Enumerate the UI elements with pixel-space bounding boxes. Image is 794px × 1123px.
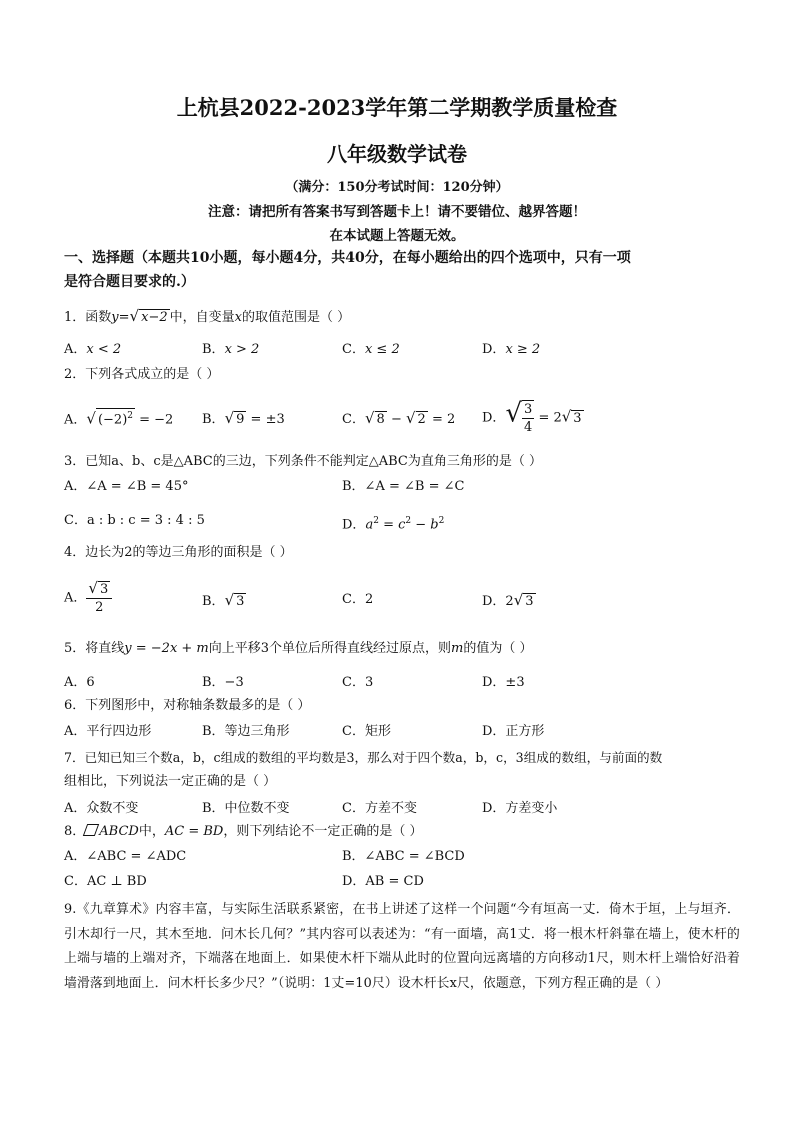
q8-option-a: A．∠ABC = ∠ADC [64,849,187,864]
q2-option-d [482,400,584,436]
q6-option-d: D．正方形 [482,724,545,739]
q5-expr: y = −2x + m [124,641,209,656]
q1-radicand: x−2 [141,310,168,325]
q2-d-radicand: 3 [573,410,582,426]
q3-option-c: C．a : b : c = 3 : 4 : 5 [64,513,205,528]
q1-post2: 的取值范围是（ ） [241,310,351,325]
exam-title: 上杭县2022-2023学年第二学期教学质量检查 [176,95,618,120]
radical-sign-icon: √ [561,407,572,426]
radical-sign-icon: √ [129,307,140,325]
q4-b-radicand: 3 [236,594,245,609]
q1-func-eq: = [118,310,130,325]
q3-option-a: A．∠A = ∠B = 45° [64,479,189,494]
q2-option-c-label: C． [342,412,365,427]
q1-option-b [202,340,259,360]
q8-option-c: C．AC ⊥ BD [64,874,147,889]
exam-subtitle: 八年级数学试卷 [327,142,467,166]
q8-shape: ABCD [99,824,139,839]
q4-option-b-label: B． [202,594,225,609]
q2-c-radicand-1: 8 [376,412,385,427]
q6-option-b: B．等边三角形 [202,724,290,739]
q5-option-b: B．−3 [202,675,244,690]
q7-option-b: B．中位数不变 [202,801,290,816]
q8-option-d: D．AB = CD [342,874,424,889]
q2-a-rhs: = −2 [139,412,174,428]
q1-post: 中，自变量 [169,310,235,325]
q1-option-a-expr: x < 2 [86,342,122,357]
question-2: 2．下列各式成立的是（ ） [64,367,220,382]
q2-a-radicand [96,408,135,427]
q4-a-numerator [86,580,112,599]
q5-post: 向上平移3个单位后所得直线经过原点，则 [208,641,452,656]
q5-option-d: D．±3 [482,675,525,690]
q1-var: x [234,310,242,325]
radical-sign-icon: √ [405,409,416,427]
q4-option-c: C．2 [342,592,374,607]
q2-a-exponent: 2 [127,411,133,421]
q4-a-fraction [86,580,112,616]
q5-option-c: C．3 [342,675,374,690]
q3-d-exp-3: 2 [438,516,445,526]
q3-d-exp-2: 2 [405,516,412,526]
q2-option-c [342,408,455,430]
question-1 [64,304,740,330]
q4-option-d-label: D．2 [482,594,514,609]
radical-sign-icon: √ [224,409,235,427]
radical-sign-icon: √ [505,398,523,429]
section-heading-line-2: 是符合题目要求的.） [64,274,195,290]
q2-c-rhs: = 2 [431,412,456,427]
question-4: 4．边长为2的等边三角形的面积是（ ） [64,545,293,560]
q6-option-c: C．矩形 [342,724,391,739]
q2-option-b [202,408,285,430]
q4-a-denominator: 2 [95,600,104,615]
q5-var: m [451,641,464,656]
radical-sign-icon: √ [88,579,98,597]
q7-option-a: A．众数不变 [64,801,139,816]
radical-sign-icon: √ [224,591,235,609]
notice-line-1: 注意：请把所有答案书写到答题卡上！请不要错位、越界答题！ [208,204,586,220]
q2-option-a-label: A． [64,412,87,428]
q3-option-b: B．∠A = ∠B = ∠C [342,479,465,494]
q2-c-radicand-2: 2 [417,412,426,427]
q8-prefix: 8． [64,824,86,839]
q4-option-a-label: A． [64,590,87,606]
radical-sign-icon: √ [513,591,524,609]
question-7-line-1: 7．已知已知三个数a，b，c组成的数组的平均数是3，那么对于四个数a，b，c，3组成的数组，与前面的数 [64,750,663,765]
q1-func-lhs: y [111,310,119,325]
q1-option-c-label: C． [342,342,365,357]
q5-option-a: A．6 [64,675,95,690]
q6-option-a: A．平行四边形 [64,724,152,739]
notice-line-2: 在本试题上答题无效。 [329,228,465,244]
question-5 [64,637,740,661]
q2-option-a [64,408,173,430]
q2-b-rhs: = ±3 [250,412,285,427]
parallelogram-icon [83,824,99,836]
q2-d-denominator: 4 [524,420,533,435]
q5-post2: 的值为（ ） [463,641,533,656]
radical-sign-icon: √ [86,409,96,428]
q1-option-a [64,340,121,360]
q4-d-radicand: 3 [525,594,534,609]
q1-option-a-label: A． [64,342,87,357]
question-7-line-2: 组相比，下列说法一定正确的是（ ） [64,774,277,789]
q2-d-fraction [522,400,534,436]
q8-post: ，则下列结论不一定正确的是（ ） [223,824,423,839]
q1-option-b-label: B． [202,342,225,357]
question-9: 9.《九章算术》内容丰富，与实际生活联系紧密，在书上讲述了这样一个问题“今有垣高一丈．倚木于垣，上与垣齐．引木却行一尺，其木至地．问木长几何？”其内容可以表述为：“有一面墙，高1丈．将一根木杆斜靠在墙上，使木杆的上端与墙的上端对齐，下端落在地面上．如果使木杆下端从此时的位置向远离墙的方向移动1尺，则木杆上端恰好沿着墙滑落到地面上．问木杆长多少尺？”（说明：1丈=10尺）设木杆长x尺，依题意，下列方程正确的是（ ） [64,902,740,991]
q1-option-c [342,340,400,360]
q2-b-radicand: 9 [236,412,245,427]
q3-d-minus: − b [411,517,439,533]
q3-d-a: a [365,517,374,533]
exam-info: （满分：150分考试时间：120分钟） [285,180,509,195]
q1-option-d-expr: x ≥ 2 [505,342,541,357]
q4-option-b [202,590,246,612]
q4-a-radicand: 3 [99,582,109,597]
q1-prefix: 1．函数 [64,310,112,325]
q3-d-exp-1: 2 [373,516,379,526]
q3-option-d-label: D． [342,517,366,533]
q8-condition: AC = BD [164,824,224,839]
q2-option-b-label: B． [202,412,225,427]
question-6: 6．下列图形中，对称轴条数最多的是（ ） [64,698,311,713]
q7-option-d: D．方差变小 [482,801,558,816]
q1-option-c-expr: x ≤ 2 [364,342,400,357]
q2-option-d-label: D． [482,410,506,426]
q3-option-d [342,511,444,535]
q2-c-minus: − [390,412,402,427]
question-8 [64,820,740,844]
q8-mid: 中， [138,824,165,839]
q1-option-d [482,340,540,360]
q4-option-a [64,580,112,616]
q7-option-c: C．方差不变 [342,801,417,816]
radical-sign-icon: √ [364,409,375,427]
q2-a-inner: (−2) [97,412,128,428]
q5-prefix: 5．将直线 [64,641,125,656]
q4-option-d [482,590,536,612]
q2-d-numerator: 3 [524,402,533,417]
q2-d-rhs: = 2 [538,410,562,426]
section-heading-line-1: 一、选择题（本题共10小题，每小题4分，共40分，在每小题给出的四个选项中，只有一项 [64,250,631,266]
q3-d-eq: = c [378,517,406,533]
question-3: 3．已知a、b、c是△ABC的三边，下列条件不能判定△ABC为直角三角形的是（ ） [64,454,543,469]
q8-option-b: B．∠ABC = ∠BCD [342,849,465,864]
q1-option-d-label: D． [482,342,506,357]
q1-option-b-expr: x > 2 [224,342,260,357]
